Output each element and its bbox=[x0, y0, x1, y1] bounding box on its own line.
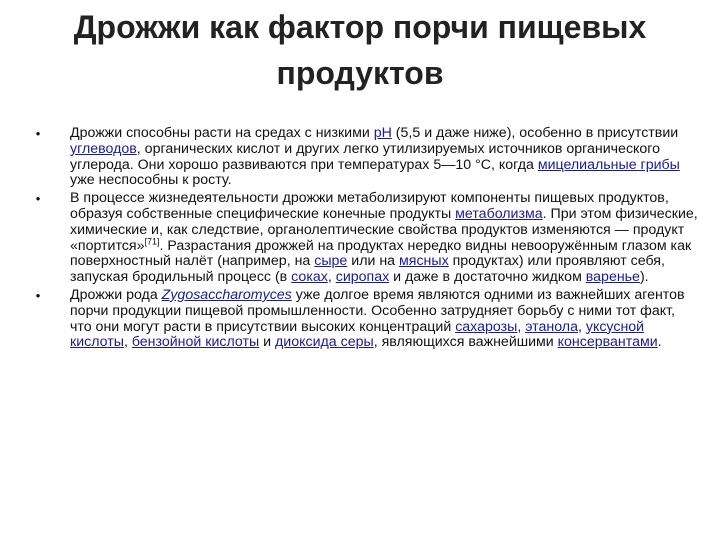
citation-ref[interactable]: [71] bbox=[144, 235, 160, 246]
link-ph[interactable]: pH bbox=[373, 125, 392, 141]
text-segment: уже неспособны к росту. bbox=[70, 172, 232, 189]
text-segment: и bbox=[259, 334, 276, 351]
link-preservatives[interactable]: консервантами bbox=[557, 334, 658, 351]
text-segment: уже долгое время являются одними из важнейших агентов порчи продукции пищевой промышленности. Особенно затрудняет борьбу с ними тот факт, что они могут расти в присутствии высоких концентраций bbox=[70, 286, 685, 335]
text-segment: . Разрастания дрожжей на продуктах нередко видны невооружённым глазом как поверхностный налёт (например, на bbox=[70, 237, 692, 270]
slide-title: Дрожжи как фактор порчи пищевых продуктов bbox=[73, 9, 647, 91]
bullet-item-2 bbox=[28, 191, 700, 286]
text-segment: . При этом физические, химические и, как следствие, органолептические свойства продуктов изменяются — продукт «портится» bbox=[70, 205, 698, 254]
link-juices[interactable]: соках bbox=[291, 269, 328, 286]
text-segment: , bbox=[577, 318, 586, 335]
text-segment: , bbox=[123, 334, 132, 351]
text-segment: ). bbox=[639, 269, 649, 286]
bullet-item-1 bbox=[28, 126, 700, 189]
bullet-icon: • bbox=[35, 191, 41, 207]
text-segment: , bbox=[327, 269, 336, 286]
link-jam[interactable]: варенье bbox=[585, 269, 640, 286]
link-syrups[interactable]: сиропах bbox=[335, 269, 390, 286]
link-benzoic-acid[interactable]: бензойной кислоты bbox=[131, 334, 260, 351]
link-carbohydrates[interactable]: углеводов bbox=[70, 140, 137, 157]
text-segment: и даже в достаточно жидком bbox=[389, 269, 586, 286]
link-cheese[interactable]: сыре bbox=[314, 253, 348, 270]
bullet-item-3 bbox=[28, 288, 700, 351]
link-sucrose[interactable]: сахарозы bbox=[455, 318, 518, 335]
link-metabolism[interactable]: метаболизма bbox=[455, 205, 543, 222]
link-zygosaccharomyces[interactable]: Zygosaccharomyces bbox=[161, 286, 292, 303]
text-segment: , органических кислот и других легко утилизируемых источников органического углерода. Они хорошо развиваются при температурах 5—10 °C, когда bbox=[70, 140, 661, 173]
link-ethanol[interactable]: этанола bbox=[525, 318, 578, 335]
text-segment: . bbox=[657, 334, 662, 351]
text-segment: Дрожжи рода bbox=[70, 286, 162, 303]
bullet-icon: • bbox=[35, 287, 41, 303]
text-segment: (5,5 и даже ниже), особенно в присутствии bbox=[391, 125, 679, 141]
link-meat[interactable]: мясных bbox=[399, 253, 449, 270]
text-segment: , bbox=[517, 318, 526, 335]
text-segment: , являющихся важнейшими bbox=[373, 334, 558, 351]
bullet-icon: • bbox=[35, 126, 41, 141]
text-segment: В процессе жизнедеятельности дрожжи метаболизируют компоненты пищевых продуктов, образуя собственные специфические конечные продукты bbox=[70, 190, 669, 222]
link-mycelial-fungi[interactable]: мицелиальные грибы bbox=[537, 156, 680, 173]
bullet-list bbox=[28, 126, 700, 353]
link-sulfur-dioxide[interactable]: диоксида серы bbox=[275, 334, 374, 351]
text-segment: Дрожжи способны расти на средах с низкими bbox=[70, 125, 374, 141]
link-acetic-acid[interactable]: уксусной кислоты bbox=[70, 318, 645, 351]
text-segment: продуктах) или проявляют себя, запуская бродильный процесс (в bbox=[70, 253, 665, 286]
text-segment: или на bbox=[347, 253, 400, 270]
